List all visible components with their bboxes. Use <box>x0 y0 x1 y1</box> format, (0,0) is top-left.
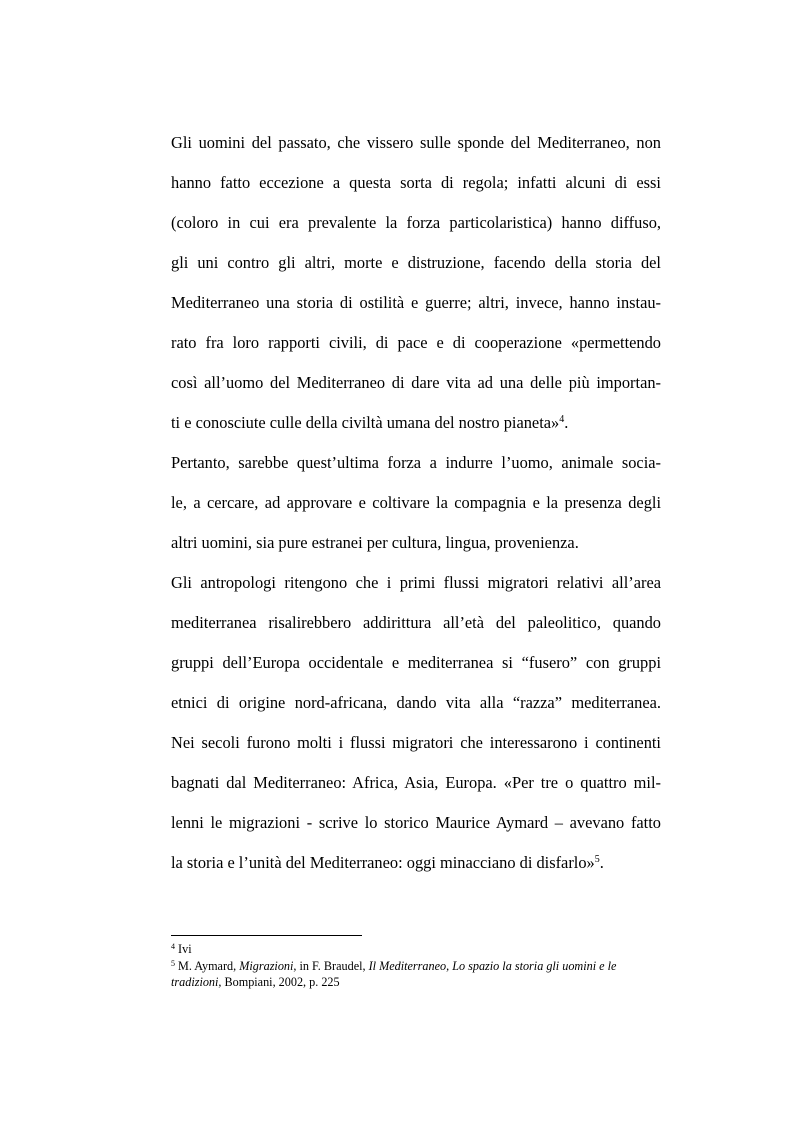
paragraph-3-line-2: mediterranea risalirebbero addirittura all’età del paleolitico, quando <box>171 613 661 632</box>
paragraph-1-line-5: Mediterraneo una storia di ostilità e guerre; altri, invece, hanno instau- <box>171 293 661 312</box>
paragraph-3-line-6: bagnati dal Mediterraneo: Africa, Asia, Europa. «Per tre o quattro mil- <box>171 773 661 792</box>
footnote-4-number: 4 <box>171 942 175 951</box>
paragraph-2-line-2: le, a cercare, ad approvare e coltivare la compagnia e la presenza degli <box>171 493 661 512</box>
footnote-5-author: M. Aymard, <box>178 959 240 973</box>
paragraph-3-line-3: gruppi dell’Europa occidentale e mediterranea si “fusero” con gruppi <box>171 653 661 672</box>
paragraph-1-line-4: gli uni contro gli altri, morte e distruzione, facendo della storia del <box>171 253 661 272</box>
footnote-ref-4[interactable]: 4 <box>559 414 565 425</box>
paragraph-1-line-6: rato fra loro rapporti civili, di pace e di cooperazione «permettendo <box>171 333 661 352</box>
paragraph-1-line-8-text: ti e conosciute culle della civiltà umana del nostro pianeta» <box>171 413 560 432</box>
footnote-5-line-2 <box>171 975 661 990</box>
paragraph-3-line-1: Gli antropologi ritengono che i primi flussi migratori relativi all’area <box>171 573 661 592</box>
paragraph-2-line-3: altri uomini, sia pure estranei per cultura, lingua, provenienza. <box>171 533 579 552</box>
paragraph-1-line-3: (coloro in cui era prevalente la forza particolaristica) hanno diffuso, <box>171 213 661 232</box>
footnote-4 <box>171 942 661 957</box>
paragraph-3-end-punct: . <box>599 853 604 872</box>
paragraph-2-line-1: Pertanto, sarebbe quest’ultima forza a indurre l’uomo, animale socia- <box>171 453 661 472</box>
paragraph-3-line-7: lenni le migrazioni - scrive lo storico Maurice Aymard – avevano fatto <box>171 813 661 832</box>
paragraph-1-line-2: hanno fatto eccezione a questa sorta di regola; infatti alcuni di essi <box>171 173 661 192</box>
paragraph-3-line-8 <box>171 853 661 873</box>
footnote-5-book-title-2: tradizioni, <box>171 975 222 989</box>
footnote-ref-5[interactable]: 5 <box>594 854 600 865</box>
footnote-5-book-title-1: Il Mediterraneo, Lo spazio la storia gli uomini e le <box>368 959 617 973</box>
paragraph-1-line-8 <box>171 413 661 433</box>
footnote-5-publisher: Bompiani, 2002, p. 225 <box>221 975 340 989</box>
footnote-5-title: Migrazioni <box>239 959 294 973</box>
footnote-4-text: Ivi <box>178 942 192 956</box>
paragraph-3-line-4: etnici di origine nord-africana, dando vita alla “razza” mediterranea. <box>171 693 661 712</box>
paragraph-3-line-5: Nei secoli furono molti i flussi migratori che interessarono i continenti <box>171 733 661 752</box>
footnote-5-number: 5 <box>171 959 175 968</box>
paragraph-1-line-7: così all’uomo del Mediterraneo di dare vita ad una delle più importan- <box>171 373 661 392</box>
footnote-5-mid: , in F. Braudel, <box>293 959 369 973</box>
paragraph-1-end-punct: . <box>564 413 569 432</box>
footnote-5-line-1 <box>171 959 661 974</box>
paragraph-1-line-1: Gli uomini del passato, che vissero sulle sponde del Mediterraneo, non <box>171 133 661 152</box>
footnote-separator <box>171 935 362 936</box>
paragraph-3-line-8-text: la storia e l’unità del Mediterraneo: oggi minacciano di disfarlo» <box>171 853 595 872</box>
